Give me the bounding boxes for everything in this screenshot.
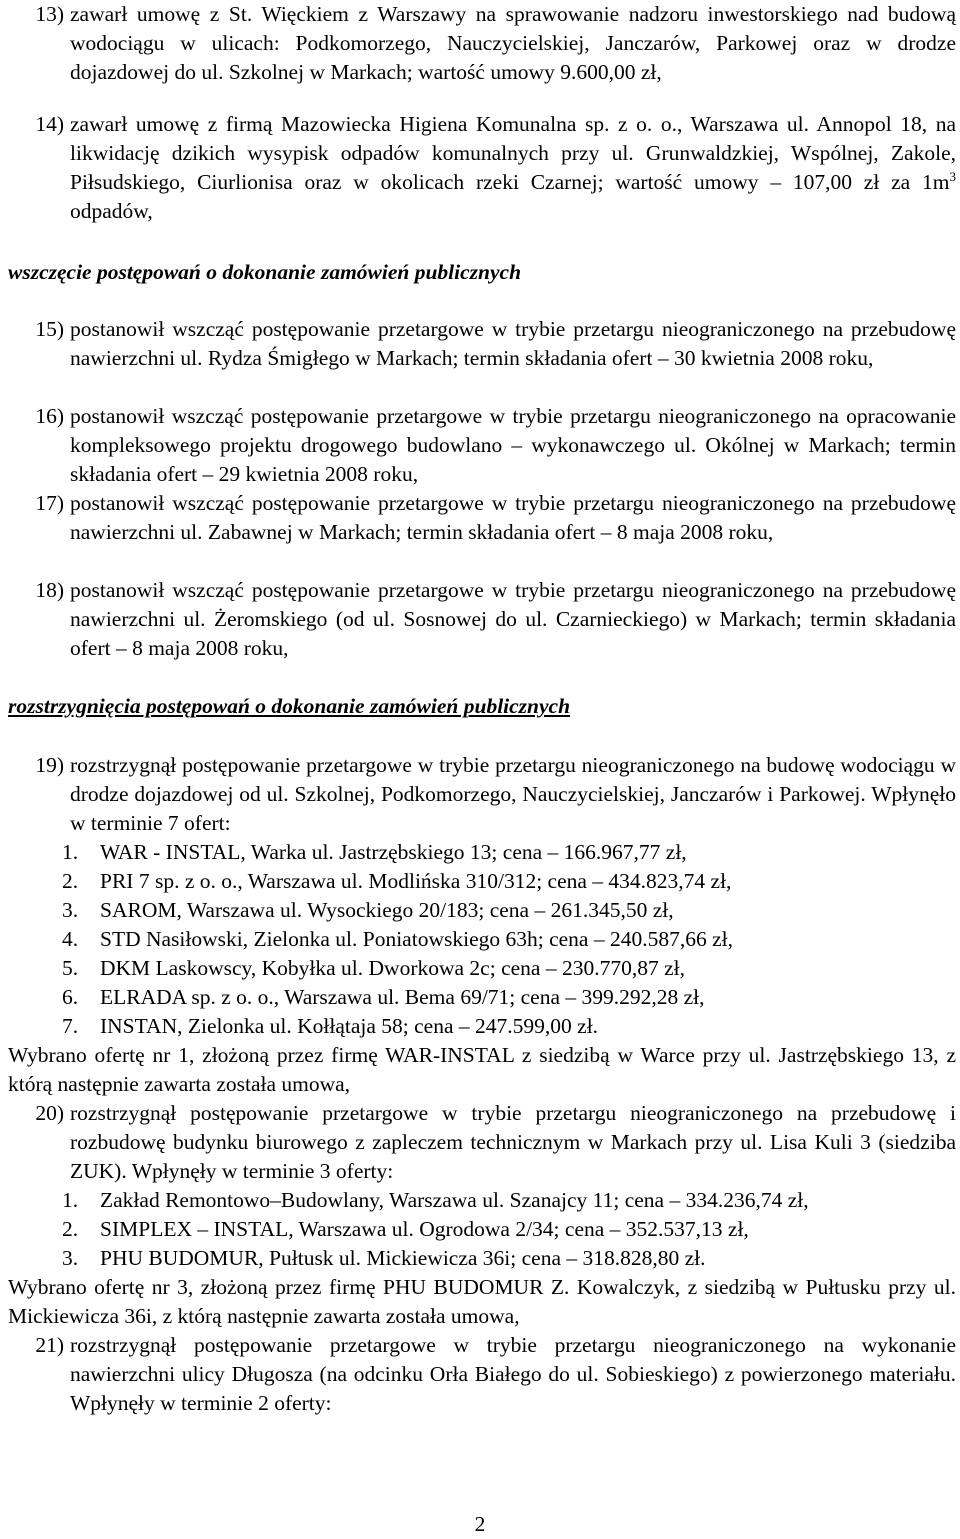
section-heading-resolution: rozstrzygnięcia postępowań o dokonanie zamówień publicznych	[8, 694, 571, 718]
offer-number: 1.	[62, 840, 79, 864]
offer-item	[62, 1012, 942, 1041]
superscript: 3	[949, 169, 956, 184]
offer-text: Zakład Remontowo–Budowlany, Warszawa ul. Szanajcy 11; cena – 334.236,74 zł,	[100, 1188, 809, 1212]
offer-number: 5.	[62, 956, 79, 980]
offer-text: PHU BUDOMUR, Pułtusk ul. Mickiewicza 36i; cena – 318.828,80 zł.	[100, 1246, 706, 1270]
item-number: 13)	[35, 2, 64, 26]
page-number: 2	[474, 1512, 486, 1536]
offer-text: ELRADA sp. z o. o., Warszawa ul. Bema 69/71; cena – 399.292,28 zł,	[100, 985, 705, 1009]
offer-number: 4.	[62, 927, 79, 951]
item-number: 21)	[35, 1333, 64, 1357]
offer-item	[62, 896, 942, 925]
result-paragraph: Wybrano ofertę nr 3, złożoną przez firmę PHU BUDOMUR Z. Kowalczyk, z siedzibą w Pułtusku przy ul. Mickiewicza 36i, z którą następnie zawarta została umowa,	[8, 1275, 956, 1328]
result-paragraph: Wybrano ofertę nr 1, złożoną przez firmę WAR-INSTAL z siedzibą w Warce przy ul. Jastrzębskiego 13, z którą następnie zawarta została umowa,	[8, 1043, 956, 1096]
offer-number: 2.	[62, 1217, 79, 1241]
item-text: rozstrzygnął postępowanie przetargowe w trybie przetargu nieograniczonego na wykonanie nawierzchni ulicy Długosza (na odcinku Orła Białego do ul. Sobieskiego) z powierzonego materiału. Wpłynęły w terminie 2 oferty:	[70, 1333, 956, 1415]
item-text	[70, 110, 956, 226]
item-text: postanowił wszcząć postępowanie przetargowe w trybie przetargu nieograniczonego na przebudowę nawierzchni ul. Żeromskiego (od ul. Sosnowej do ul. Czarnieckiego) w Markach; termin składania ofert – 8 maja 2008 roku,	[70, 578, 956, 660]
item-number: 15)	[35, 317, 64, 341]
offer-item	[62, 1186, 942, 1215]
section-heading-initiation: wszczęcie postępowań o dokonanie zamówień publicznych	[8, 260, 522, 284]
item-text-main: zawarł umowę z firmą Mazowiecka Higiena Komunalna sp. z o. o., Warszawa ul. Annopol 18, na likwidację dzikich wysypisk odpadów komunalnych przy ul. Grunwaldzkiej, Wspólnej, Zakole, Piłsudskiego, Ciurlionisa oraz w okolicach rzeki Czarnej; wartość umowy – 107,00 zł za 1m	[70, 112, 956, 194]
offer-text: DKM Laskowscy, Kobyłka ul. Dworkowa 2c; cena – 230.770,87 zł,	[100, 956, 685, 980]
item-text: postanowił wszcząć postępowanie przetargowe w trybie przetargu nieograniczonego na przebudowę nawierzchni ul. Zabawnej w Markach; termin składania ofert – 8 maja 2008 roku,	[70, 491, 956, 544]
item-number: 18)	[35, 578, 64, 602]
offer-item	[62, 983, 942, 1012]
item-number: 17)	[35, 491, 64, 515]
item-number: 20)	[35, 1101, 64, 1125]
offer-text: PRI 7 sp. z o. o., Warszawa ul. Modlińska 310/312; cena – 434.823,74 zł,	[100, 869, 732, 893]
offer-item	[62, 1244, 942, 1273]
offer-text: SAROM, Warszawa ul. Wysockiego 20/183; cena – 261.345,50 zł,	[100, 898, 674, 922]
offer-number: 3.	[62, 1246, 79, 1270]
offer-item	[62, 838, 942, 867]
offer-number: 1.	[62, 1188, 79, 1212]
offer-item	[62, 867, 942, 896]
item-number: 14)	[35, 112, 64, 136]
item-text-end: odpadów,	[70, 199, 153, 223]
item-text: rozstrzygnął postępowanie przetargowe w trybie przetargu nieograniczonego na budowę wodociągu w drodze dojazdowej od ul. Szkolnej, Podkomorzego, Nauczycielskiej, Janczarów i Parkowej. Wpłynęło w terminie 7 ofert:	[70, 753, 956, 835]
offer-text: SIMPLEX – INSTAL, Warszawa ul. Ogrodowa 2/34; cena – 352.537,13 zł,	[100, 1217, 749, 1241]
offer-item	[62, 925, 942, 954]
item-text: rozstrzygnął postępowanie przetargowe w trybie przetargu nieograniczonego na przebudowę i rozbudowę budynku biurowego z zapleczem technicznym w Markach przy ul. Lisa Kuli 3 (siedziba ZUK). Wpłynęły w terminie 3 oferty:	[70, 1101, 956, 1183]
offer-number: 2.	[62, 869, 79, 893]
offer-number: 7.	[62, 1014, 79, 1038]
item-number: 16)	[35, 404, 64, 428]
item-text: zawarł umowę z St. Więckiem z Warszawy na sprawowanie nadzoru inwestorskiego nad budową wodociągu w ulicach: Podkomorzego, Nauczycielskiej, Janczarów, Parkowej oraz w drodze dojazdowej do ul. Szkolnej w Markach; wartość umowy 9.600,00 zł,	[70, 2, 956, 84]
offer-item	[62, 954, 942, 983]
offer-number: 6.	[62, 985, 79, 1009]
item-number: 19)	[35, 753, 64, 777]
offer-text: INSTAN, Zielonka ul. Kołłątaja 58; cena – 247.599,00 zł.	[100, 1014, 599, 1038]
item-text: postanowił wszcząć postępowanie przetargowe w trybie przetargu nieograniczonego na przebudowę nawierzchni ul. Rydza Śmigłego w Markach; termin składania ofert – 30 kwietnia 2008 roku,	[70, 317, 956, 370]
offer-item	[62, 1215, 942, 1244]
offer-number: 3.	[62, 898, 79, 922]
offer-text: STD Nasiłowski, Zielonka ul. Poniatowskiego 63h; cena – 240.587,66 zł,	[100, 927, 733, 951]
offer-text: WAR - INSTAL, Warka ul. Jastrzębskiego 13; cena – 166.967,77 zł,	[100, 840, 687, 864]
item-text: postanowił wszcząć postępowanie przetargowe w trybie przetargu nieograniczonego na opracowanie kompleksowego projektu drogowego budowlano – wykonawczego ul. Okólnej w Markach; termin składania ofert – 29 kwietnia 2008 roku,	[70, 404, 956, 486]
